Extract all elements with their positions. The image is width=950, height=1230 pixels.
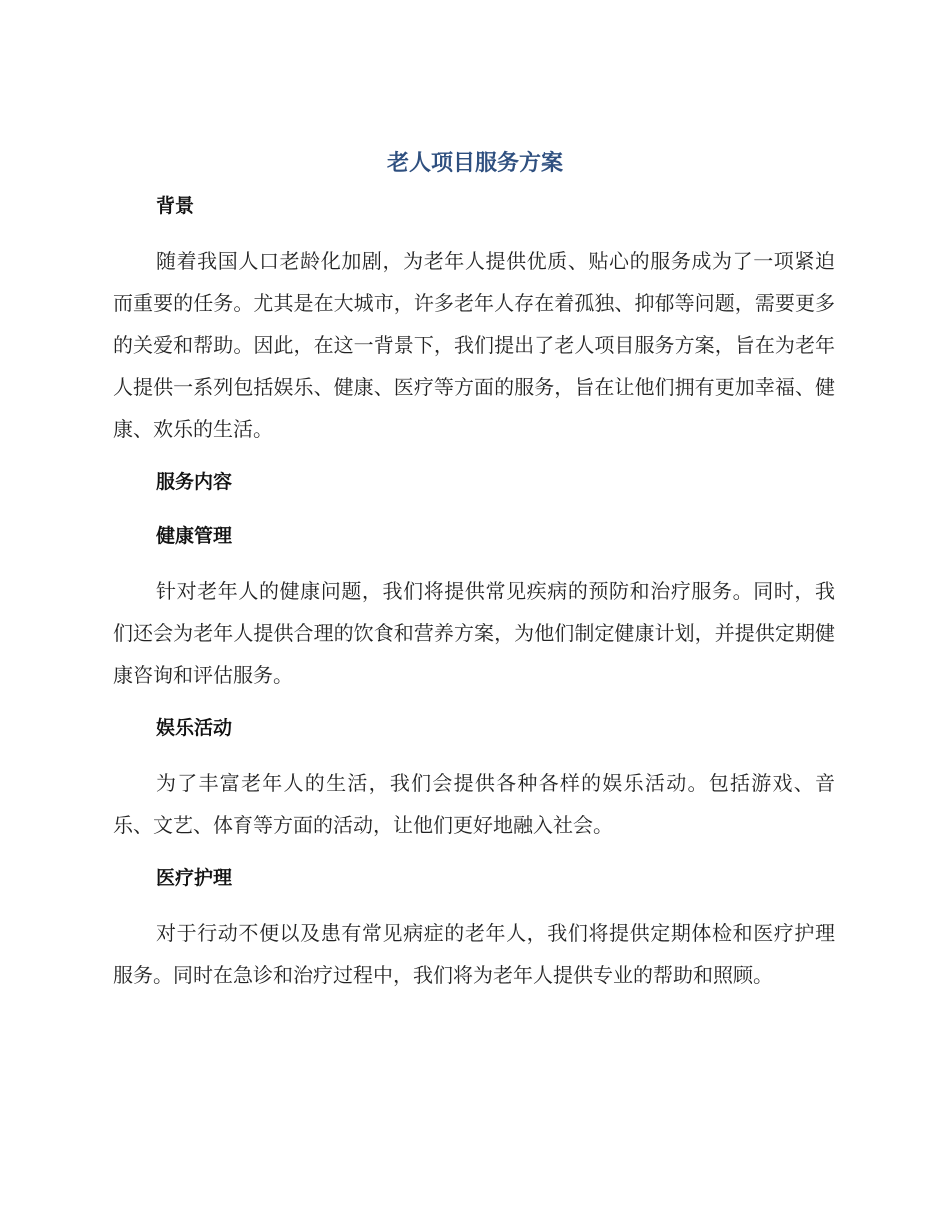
section-heading-health-management: 健康管理: [156, 525, 233, 547]
section-heading-entertainment: 娱乐活动: [156, 717, 233, 739]
section-heading-medical-care: 医疗护理: [156, 867, 233, 889]
document-body: [113, 188, 835, 996]
section-heading-service-content: 服务内容: [156, 471, 233, 493]
document-title: 老人项目服务方案: [386, 151, 563, 176]
paragraph-background: 随着我国人口老龄化加剧，为老年人提供优质、贴心的服务成为了一项紧迫而重要的任务。尤其是在大城市，许多老年人存在着孤独、抑郁等问题，需要更多的关爱和帮助。因此，在这一背景下，我们提出了老人项目服务方案，旨在为老年人提供一系列包括娱乐、健康、医疗等方面的服务，旨在让他们拥有更加幸福、健康、欢乐的生活。: [113, 249, 835, 441]
paragraph-health-management: 针对老年人的健康问题，我们将提供常见疾病的预防和治疗服务。同时，我们还会为老年人提供合理的饮食和营养方案，为他们制定健康计划，并提供定期健康咨询和评估服务。: [113, 579, 835, 687]
section-heading-background: 背景: [156, 195, 195, 217]
paragraph-medical-care: 对于行动不便以及患有常见病症的老年人，我们将提供定期体检和医疗护理服务。同时在急诊和治疗过程中，我们将为老年人提供专业的帮助和照顾。: [113, 921, 835, 987]
paragraph-entertainment: 为了丰富老年人的生活，我们会提供各种各样的娱乐活动。包括游戏、音乐、文艺、体育等方面的活动，让他们更好地融入社会。: [113, 771, 835, 837]
